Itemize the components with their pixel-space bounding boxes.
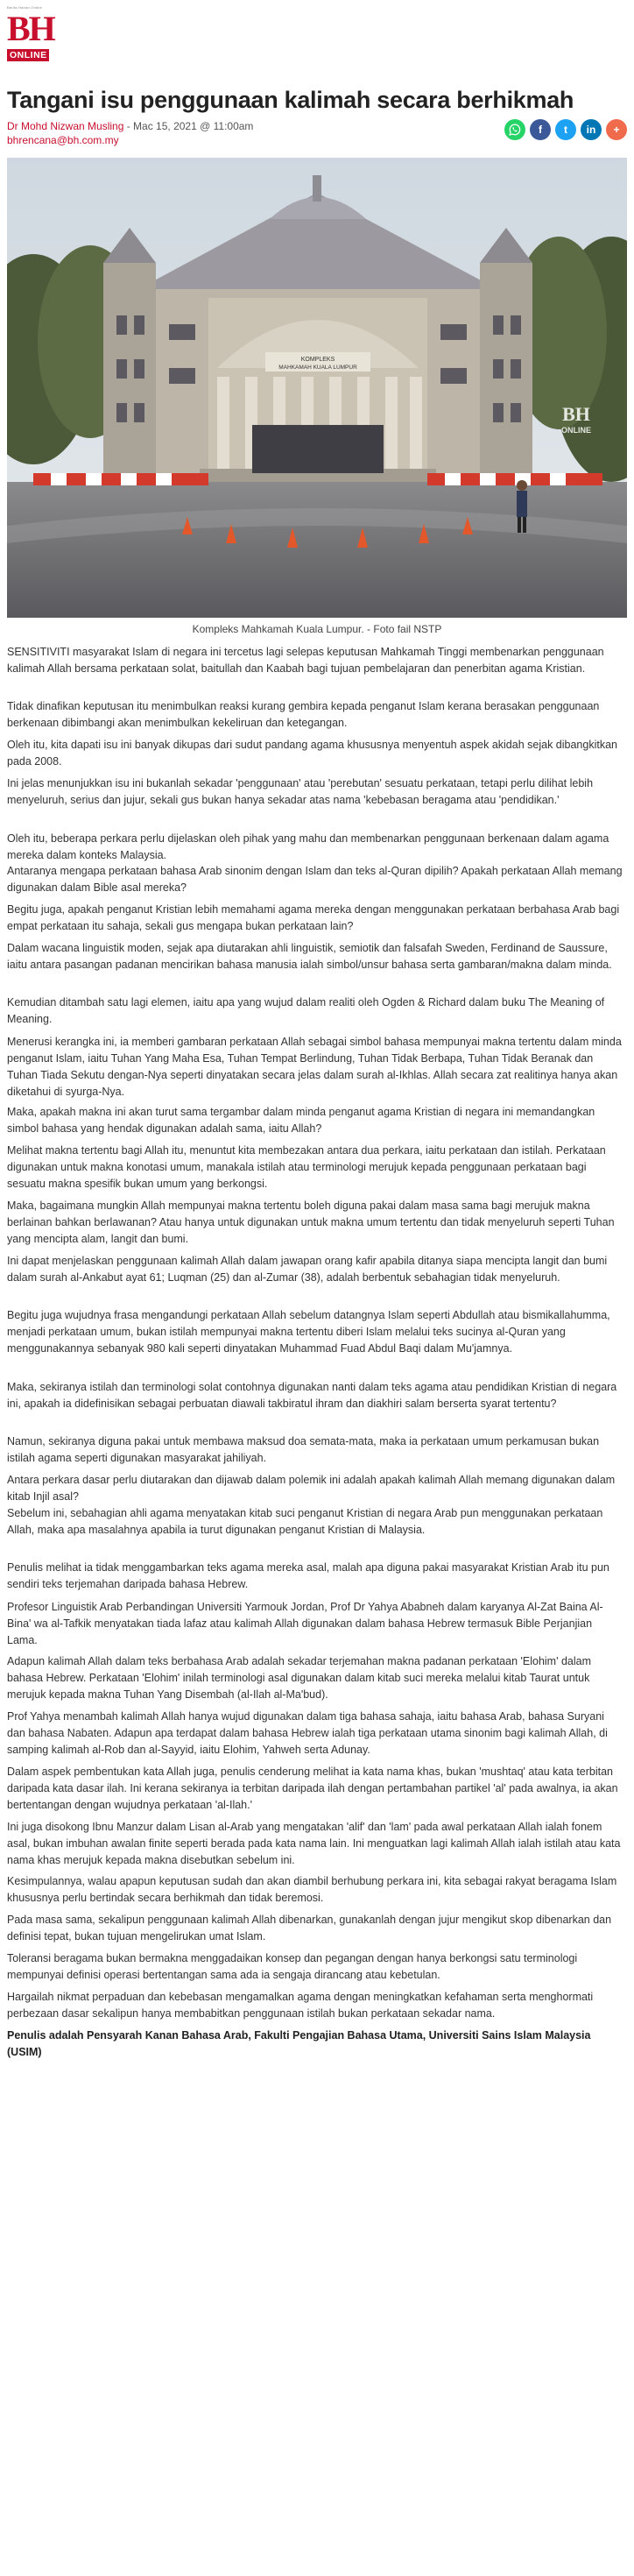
article-title: Tangani isu penggunaan kalimah secara berhikmah (7, 87, 574, 113)
paragraph: Kemudian ditambah satu lagi elemen, iaitu apa yang wujud dalam realiti oleh Ogden & Richard dalam buku The Meaning of Meaning. (7, 996, 605, 1025)
bh-online-logo[interactable] (7, 5, 53, 81)
linkedin-icon: in (586, 124, 596, 136)
author-link[interactable]: Dr Mohd Nizwan Musling (7, 120, 124, 132)
more-share-button[interactable] (606, 119, 627, 140)
building-signboard-line1: KOMPLEKS (300, 357, 335, 363)
paragraph: Oleh itu, beberapa perkara perlu dijelaskan oleh pihak yang mahu dan membenarkan penggunaan berkenaan dalam agama mereka dalam konteks Malaysia. (7, 832, 609, 861)
whatsapp-share-button[interactable] (504, 119, 525, 140)
paragraph: Menerusi kerangka ini, ia memberi gambaran perkataan Allah sebagai simbol bahasa mempunyai makna tertentu dalam minda penganut Islam, iaitu Tuhan Yang Maha Esa, Tuhan Tempat Berlindung, Tuhan Tidak Berbapa, Tuhan Tidak Beranak dan Tuhan Tiada Sekutu dengan-Nya seperti dinyatakan secara jelas dalam surah al-Ikhlas. Allah secara zat realitinya hanya akan diketahui di syurga-Nya. (7, 1036, 622, 1098)
twitter-share-button[interactable] (555, 119, 576, 140)
facebook-icon: f (539, 124, 542, 136)
share-bar (504, 119, 627, 140)
author-note: Penulis adalah Pensyarah Kanan Bahasa Arab, Fakulti Pengajian Bahasa Utama, Universiti Sains Islam Malaysia (USIM) (7, 2029, 591, 2058)
paragraph: Maka, apakah makna ini akan turut sama tergambar dalam minda penganut agama Kristian di negara ini memandangkan simbol bahasa yang hendak digunakan adalah sama, iaitu Allah? (7, 1106, 595, 1135)
paragraph: Dalam wacana linguistik moden, sejak apa diutarakan ahli linguistik, semiotik dan falsafah Sweden, Ferdinand de Saussure, iaitu antara pasangan padanan mencirikan bahasa manusia ialah simbol/unsur bahasa serta gambaran/makna dalam minda. (7, 942, 612, 971)
whatsapp-icon (509, 124, 521, 136)
paragraph: Ini jelas menunjukkan isu ini bukanlah sekadar 'penggunaan' atau 'perebutan' sesuatu perkataan, tetapi perlu dilihat lebih menyeluruh, serius dan jujur, sekali gus bukan hanya sekadar atas nama 'kebebasan beragama atau 'pendidikan.' (7, 777, 594, 806)
paragraph: Ini dapat menjelaskan penggunaan kalimah Allah dalam jawapan orang kafir apabila ditanya siapa mencipta langit dan bumi dalam surah al-Ankabut ayat 61; Luqman (25) dan al-Zumar (38), adalah berbentuk sebahagian tidak menyeluruh. (7, 1255, 608, 1284)
paragraph: Kesimpulannya, walau apapun keputusan sudah dan akan diambil berhubung perkara ini, kita sebagai rakyat beragama Islam khususnya perlu bertindak secara berhikmah dan tidak beremosi. (7, 1875, 617, 1904)
image-caption: Kompleks Mahkamah Kuala Lumpur. - Foto fail NSTP (192, 623, 442, 635)
paragraph: Dalam aspek pembentukan kata Allah juga, penulis cenderung melihat ia kata nama khas, bukan 'mushtaq' atau kata terbitan daripada kata dasar ilah. Ini kerana sekiranya ia terbitan daripada ilah dengan pertambahan partikel 'al' pada awalnya, ia akan bertentangan dengan wujudnya perkataan 'al-Ilah.' (7, 1766, 618, 1811)
watermark-online: ONLINE (560, 426, 592, 435)
logo-online-text: ONLINE (7, 49, 49, 61)
plus-icon: + (613, 124, 620, 136)
court-complex-photo (7, 158, 627, 618)
logo-bh-text: BH (7, 9, 54, 48)
linkedin-share-button[interactable] (581, 119, 602, 140)
paragraph: Oleh itu, kita dapati isu ini banyak dikupas dari sudut pandang agama khususnya menyentuh aspek akidah sejak dibangkitkan pada 2008. (7, 739, 617, 768)
paragraph: Melihat makna tertentu bagi Allah itu, menuntut kita membezakan antara dua perkara, iaitu perkataan dan istilah. Perkataan digunakan untuk makna konotasi umum, manakala istilah atau terminologi merujuk kepada penggunaan perkataan bagi sesuatu makna spesifik bukan umum yang berkongsi. (7, 1144, 606, 1190)
paragraph: Pada masa sama, sekalipun penggunaan kalimah Allah dibenarkan, gunakanlah dengan jujur mengikut skop dibenarkan dan definisi tepat, bukan tujuan mengelirukan umat Islam. (7, 1914, 612, 1943)
paragraph: Toleransi beragama bukan bermakna menggadaikan konsep dan pegangan dengan hanya berkongsi satu terminologi mempunyai definisi operasi bertentangan sama ada ia sengaja dirancang atau kebetulan. (7, 1952, 578, 1981)
twitter-icon: t (564, 124, 567, 136)
paragraph: Prof Yahya menambah kalimah Allah hanya wujud digunakan dalam tiga bahasa sahaja, iaitu bahasa Arab, bahasa Suryani dan bahasa Nabaten. Adapun apa terdapat dalam bahasa Hebrew ialah tiga perkataan utama sinonim bagi kalimah Allah, di samping kalimah al-Rob dan al-Sayyid, iaitu Elohim, Yahweh serta Adunay. (7, 1710, 608, 1756)
paragraph: SENSITIVITI masyarakat Islam di negara ini tercetus lagi selepas keputusan Mahkamah Tinggi membenarkan penggunaan kalimah Allah bersama perkataan solat, baitullah dan Kaabah bagi tujuan pembelajaran dan penerbitan agama Kristian. (7, 646, 604, 675)
logo-tagline: Berita Harian Online (7, 5, 43, 10)
paragraph: Adapun kalimah Allah dalam teks berbahasa Arab adalah sekadar terjemahan makna padanan perkataan 'Elohim' dalam bahasa Hebrew. Perkataan 'Elohim' inilah terminologi asal digunakan dalam kitab suci mereka melalui kitab Taurat untuk merujuk kepada makna Tuhan Yang Disembah (al-Ilah al-Ma'bud). (7, 1655, 592, 1701)
paragraph: Maka, bagaimana mungkin Allah mempunyai makna tertentu boleh diguna pakai dalam masa sama bagi merujuk makna berlainan bahkan berlawanan? Atau hanya untuk digunakan untuk makna umum tertentu dan tidak menyeluruh seperti Tuhan yang mencipta alam, langit dan bumi. (7, 1200, 615, 1245)
hero-image (7, 158, 627, 618)
paragraph: Begitu juga, apakah penganut Kristian lebih memahami agama mereka dengan menggunakan perkataan berbahasa Arab bagi empat perkataan itu sahaja, sekali gus mengapa bukan perkataan lain? (7, 903, 620, 932)
watermark-bh: BH (562, 403, 590, 425)
byline (7, 119, 253, 133)
publish-date: - Mac 15, 2021 @ 11:00am (123, 120, 254, 132)
paragraph: Namun, sekiranya diguna pakai untuk membawa maksud doa semata-mata, maka ia perkataan umum perkamusan bukan istilah agama seperti digunakan masyarakat jahiliyah. (7, 1435, 600, 1464)
paragraph: Ini juga disokong Ibnu Manzur dalam Lisan al-Arab yang mengatakan 'alif' dan 'lam' pada awal perkataan Allah ialah fonem asal, bukan imbuhan awalan finite seperti berada pada kata nama lain. Ini menguatkan lagi kalimah Allah ialah istilah atau kata nama khas merujuk kepada makna disebutkan sebelum ini. (7, 1821, 621, 1866)
author-email-link[interactable]: bhrencana@bh.com.my (7, 134, 119, 146)
paragraph: Maka, sekiranya istilah dan terminologi solat contohnya digunakan nanti dalam teks agama atau pendidikan Kristian di negara ini, apakah ia didefinisikan sebagai perbuatan diawali takbiratul ihram dan diakhiri salam berserta syarat tertentu? (7, 1381, 617, 1410)
paragraph: Antaranya mengapa perkataan bahasa Arab sinonim dengan Islam dan teks al-Quran dipilih? Apakah perkataan Allah memang digunakan dalam Bible asal mereka? (7, 865, 623, 894)
paragraph: Antara perkara dasar perlu diutarakan dan dijawab dalam polemik ini adalah apakah kalimah Allah memang digunakan dalam kitab Injil asal? (7, 1474, 616, 1503)
paragraph: Hargailah nikmat perpaduan dan kebebasan mengamalkan agama dengan meningkatkan kefahaman serta menghormati perbezaan dasar sekalipun hanya membabitkan penggunaan istilah bukan perkataan sekadar nama. (7, 1991, 594, 2020)
facebook-share-button[interactable] (530, 119, 551, 140)
paragraph: Profesor Linguistik Arab Perbandingan Universiti Yarmouk Jordan, Prof Dr Yahya Ababneh dalam karyanya Al-Zat Baina Al-Bina' wa al-Tafkik menyatakan tiada lafaz atau kalimah Allah digunakan dalam bahasa Hebrew termasuk Bible Perjanjian Lama. (7, 1601, 603, 1646)
paragraph: Penulis melihat ia tidak menggambarkan teks agama mereka asal, malah apa diguna pakai masyarakat Kristian Arab itu pun sendiri teks terjemahan daripada bahasa Hebrew. (7, 1561, 609, 1590)
paragraph: Begitu juga wujudnya frasa mengandungi perkataan Allah sebelum datangnya Islam seperti Abdullah atau bismikallahumma, menjadi perkataan umum, bukan istilah mempunyai makna tertentu diberi Islam melalui teks sucinya al-Quran yang menggunakannya sebanyak 980 kali seperti dinyatakan Muhammad Fuad Abdul Baqi dalam Mu'jamnya. (7, 1309, 610, 1355)
paragraph: Tidak dinafikan keputusan itu menimbulkan reaksi kurang gembira kepada penganut Islam kerana berasakan penggunaan berkenaan dibimbangi akan menimbulkan kekeliruan dan ketegangan. (7, 700, 600, 729)
paragraph: Sebelum ini, sebahagian ahli agama menyatakan kitab suci penganut Kristian di negara Arab pun menggunakan perkataan Allah, maka apa masalahnya apabila ia turut digunakan penganut Kristian di Malaysia. (7, 1507, 603, 1536)
building-signboard-line2: MAHKAMAH KUALA LUMPUR (278, 364, 357, 371)
